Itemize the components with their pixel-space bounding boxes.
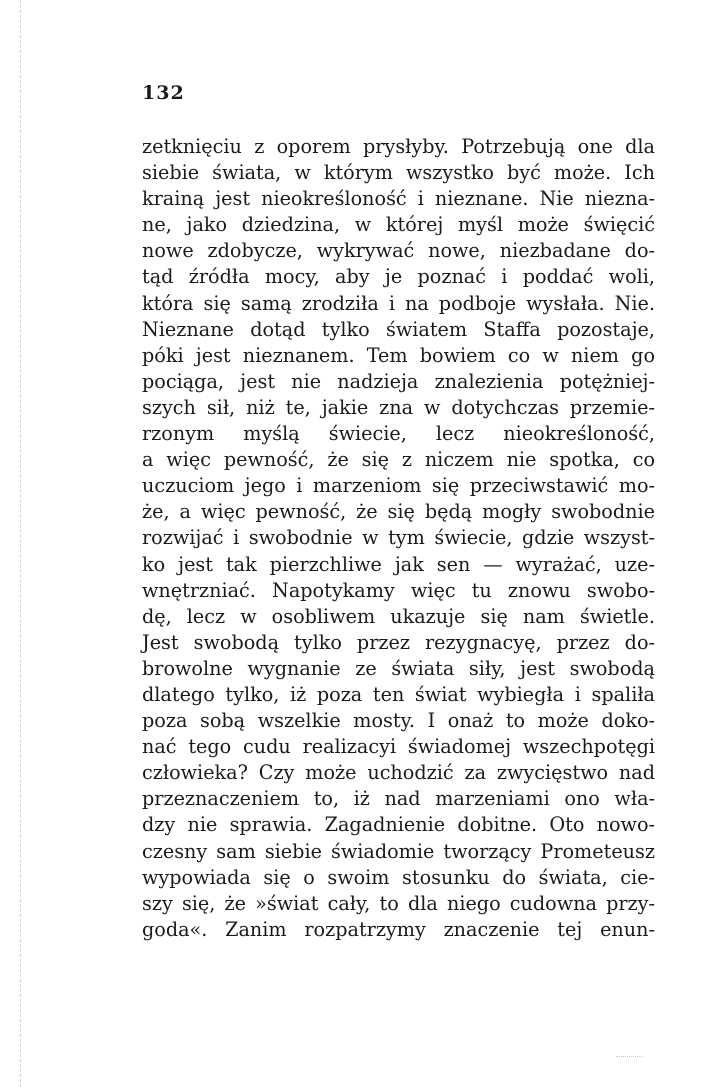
text-line: Jest swobodą tylko przez rezygnacyę, przez do-	[142, 630, 655, 654]
text-line: krainą jest nieokreśloność i nieznane. Nie niezna-	[142, 187, 655, 211]
text-line: czesny sam siebie świadomie tworzący Prometeusz	[142, 839, 655, 863]
text-line: goda«. Zanim rozpatrzymy znaczenie tej enun-	[142, 917, 655, 941]
text-line: przeznaczeniem to, iż nad marzeniami ono wła-	[142, 787, 655, 811]
text-line: browolne wygnanie ze świata siły, jest swobodą	[142, 656, 655, 680]
text-line: człowieka? Czy może uchodzić za zwycięstwo nad	[142, 761, 655, 785]
text-line: nowe zdobycze, wykrywać nowe, niezbadane do-	[142, 239, 655, 263]
text-line: tąd źródła mocy, aby je poznać i poddać woli,	[142, 265, 655, 289]
text-line: siebie świata, w którym wszystko być może. Ich	[142, 161, 655, 185]
text-line: ko jest tak pierzchliwe jak sen — wyrażać, uze-	[142, 552, 655, 576]
body-text	[142, 134, 655, 943]
text-line: która się samą zrodziła i na podboje wysłała. Nie.	[142, 291, 655, 315]
scan-artifact	[616, 1050, 642, 1057]
text-line: ne, jako dziedzina, w której myśl może święcić	[142, 213, 655, 237]
text-line: Nieznane dotąd tylko światem Staffa pozostaje,	[142, 317, 655, 341]
text-line: pociąga, jest nie nadzieja znalezienia potężniej-	[142, 369, 655, 393]
text-line: wnętrzniać. Napotykamy więc tu znowu swobo-	[142, 578, 655, 602]
text-line: póki jest nieznanem. Tem bowiem co w niem go	[142, 343, 655, 367]
text-line: rozwijać i swobodnie w tym świecie, gdzie wszyst-	[142, 526, 655, 550]
text-line: uczuciom jego i marzeniom się przeciwstawić mo-	[142, 474, 655, 498]
text-line: poza sobą wszelkie mosty. I onaż to może doko-	[142, 709, 655, 733]
text-line: dlatego tylko, iż poza ten świat wybiegła i spaliła	[142, 682, 655, 706]
page-number: 132	[142, 82, 185, 104]
text-line: dzy nie sprawia. Zagadnienie dobitne. Oto nowo-	[142, 813, 655, 837]
text-line: a więc pewność, że się z niczem nie spotka, co	[142, 448, 655, 472]
text-line: zetknięciu z oporem prysłyby. Potrzebują one dla	[142, 135, 655, 158]
text-line: szy się, że »świat cały, to dla niego cudowna przy-	[142, 891, 655, 915]
text-line: wypowiada się o swoim stosunku do świata, cie-	[142, 865, 655, 889]
text-line: dę, lecz w osobliwem ukazuje się nam świetle.	[142, 604, 655, 628]
text-line: rzonym myślą świecie, lecz nieokreśloność,	[142, 422, 655, 446]
text-line: szych sił, niż te, jakie zna w dotychczas przemie-	[142, 395, 655, 419]
text-line: że, a więc pewność, że się będą mogły swobodnie	[142, 500, 655, 524]
binding-gutter-marks	[20, 0, 23, 1087]
text-line: nać tego cudu realizacyi świadomej wszechpotęgi	[142, 735, 655, 759]
